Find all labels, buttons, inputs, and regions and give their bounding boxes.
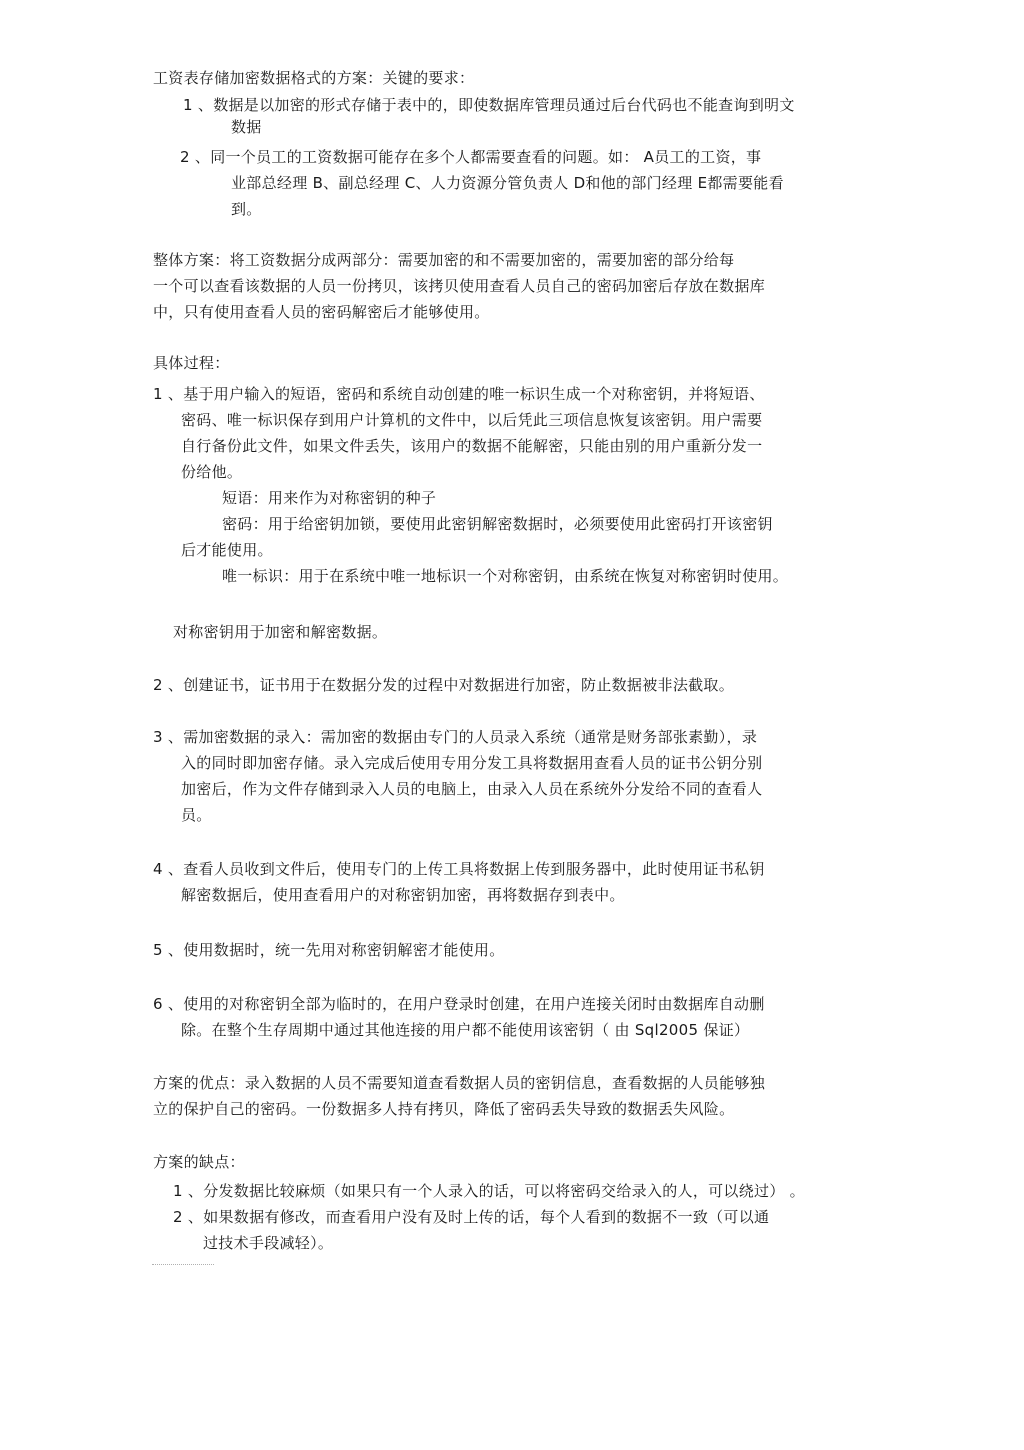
step-1: 1 、基于用户输入的短语，密码和系统自动创建的唯一标识生成一个对称密钥，并将短语、 bbox=[153, 385, 765, 403]
footer-divider bbox=[152, 1264, 214, 1265]
step-1-cont: 自行备份此文件，如果文件丢失，该用户的数据不能解密，只能由别的用户重新分发一 bbox=[181, 437, 763, 455]
advantages-cont: 立的保护自己的密码。一份数据多人持有拷贝，降低了密码丢失导致的数据丢失风险。 bbox=[153, 1100, 735, 1118]
step-1-cont: 份给他。 bbox=[181, 463, 243, 481]
requirement-2: 2 、同一个员工的工资数据可能存在多个人都需要查看的问题。如： A员工的工资，事 bbox=[180, 148, 762, 166]
step-6-cont: 除。在整个生存周期中通过其他连接的用户都不能使用该密钥（ 由 Sql2005 保证） bbox=[181, 1021, 750, 1039]
disadvantage-2-cont: 过技术手段减轻）。 bbox=[203, 1234, 334, 1252]
step-3-cont: 入的同时即加密存储。录入完成后使用专用分发工具将数据用查看人员的证书公钥分别 bbox=[181, 754, 763, 772]
step-1-cont: 密码、唯一标识保存到用户计算机的文件中，以后凭此三项信息恢复该密钥。用户需要 bbox=[181, 411, 763, 429]
advantages: 方案的优点：录入数据的人员不需要知道查看数据人员的密钥信息，查看数据的人员能够独 bbox=[153, 1074, 766, 1092]
disadvantage-2: 2 、如果数据有修改，而查看用户没有及时上传的话，每个人看到的数据不一致（可以通 bbox=[173, 1208, 770, 1226]
def-password-cont: 后才能使用。 bbox=[181, 541, 273, 559]
heading-process: 具体过程： bbox=[153, 354, 230, 372]
step-6: 6 、使用的对称密钥全部为临时的，在用户登录时创建，在用户连接关闭时由数据库自动删 bbox=[153, 995, 765, 1013]
heading-disadvantages: 方案的缺点： bbox=[153, 1153, 245, 1171]
overall-plan: 整体方案：将工资数据分成两部分：需要加密的和不需要加密的，需要加密的部分给每 bbox=[153, 251, 735, 269]
step-3: 3 、需加密数据的录入：需加密的数据由专门的人员录入系统（通常是财务部张素勤），录 bbox=[153, 728, 758, 746]
symmetric-key-note: 对称密钥用于加密和解密数据。 bbox=[173, 623, 388, 641]
requirement-1: 1 、数据是以加密的形式存储于表中的，即使数据库管理员通过后台代码也不能查询到明文 bbox=[183, 96, 795, 114]
step-2: 2 、创建证书，证书用于在数据分发的过程中对数据进行加密，防止数据被非法截取。 bbox=[153, 676, 735, 694]
def-phrase: 短语：用来作为对称密钥的种子 bbox=[222, 489, 437, 507]
requirement-1-cont: 数据 bbox=[231, 118, 262, 136]
disadvantage-1: 1 、分发数据比较麻烦（如果只有一个人录入的话，可以将密码交给录入的人，可以绕过） 。 bbox=[173, 1182, 805, 1200]
def-unique-id: 唯一标识：用于在系统中唯一地标识一个对称密钥，由系统在恢复对称密钥时使用。 bbox=[222, 567, 789, 585]
step-4: 4 、查看人员收到文件后，使用专门的上传工具将数据上传到服务器中，此时使用证书私钥 bbox=[153, 860, 765, 878]
overall-plan-cont: 中，只有使用查看人员的密码解密后才能够使用。 bbox=[153, 303, 490, 321]
step-3-cont: 员。 bbox=[181, 806, 212, 824]
def-password: 密码：用于给密钥加锁，要使用此密钥解密数据时，必须要使用此密码打开该密钥 bbox=[222, 515, 773, 533]
heading-requirements: 工资表存储加密数据格式的方案：关键的要求： bbox=[153, 69, 475, 87]
requirement-2-cont: 到。 bbox=[231, 200, 262, 218]
step-3-cont: 加密后，作为文件存储到录入人员的电脑上，由录入人员在系统外分发给不同的查看人 bbox=[181, 780, 763, 798]
requirement-2-cont: 业部总经理 B、副总经理 C、人力资源分管负责人 D和他的部门经理 E都需要能看 bbox=[231, 174, 784, 192]
step-4-cont: 解密数据后，使用查看用户的对称密钥加密，再将数据存到表中。 bbox=[181, 886, 625, 904]
step-5: 5 、使用数据时，统一先用对称密钥解密才能使用。 bbox=[153, 941, 505, 959]
overall-plan-cont: 一个可以查看该数据的人员一份拷贝，该拷贝使用查看人员自己的密码加密后存放在数据库 bbox=[153, 277, 766, 295]
